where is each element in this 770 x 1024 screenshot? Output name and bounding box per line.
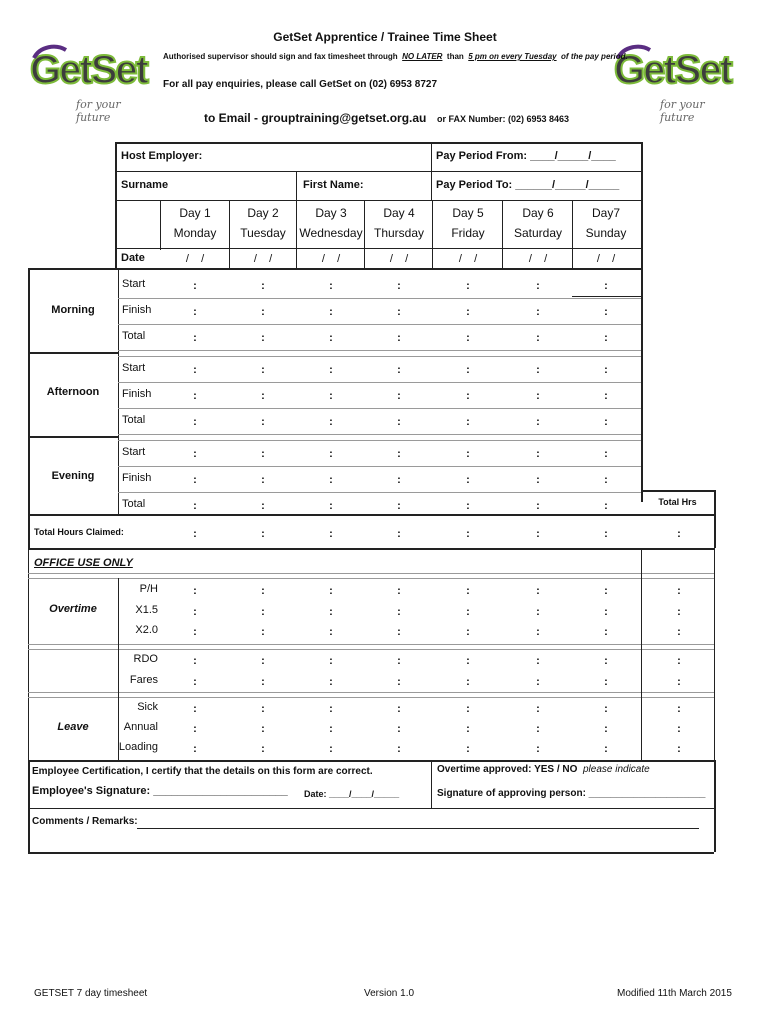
time-input[interactable]: :	[193, 390, 197, 402]
total-hours-input[interactable]: :	[536, 528, 540, 540]
office-time-input[interactable]: :	[677, 703, 681, 715]
day-number: Day 3	[315, 206, 347, 220]
total-hrs-label: Total Hrs	[658, 497, 697, 507]
time-input[interactable]: :	[536, 448, 540, 460]
time-input[interactable]: :	[193, 474, 197, 486]
time-input[interactable]: :	[466, 332, 470, 344]
time-input[interactable]: :	[329, 390, 333, 402]
office-row-label: X1.5	[135, 604, 158, 616]
office-time-input[interactable]: :	[604, 723, 608, 735]
office-time-input[interactable]: :	[397, 655, 401, 667]
first-name-label: First Name:	[303, 179, 364, 191]
time-input[interactable]: :	[397, 306, 401, 318]
office-time-input[interactable]: :	[466, 723, 470, 735]
fax-instruction: Authorised supervisor should sign and fax timesheet through NO LATER than 5 pm on every Tuesday of the pay period.	[163, 52, 628, 61]
office-time-input[interactable]: :	[397, 743, 401, 755]
time-input[interactable]: :	[193, 364, 197, 376]
office-time-input[interactable]: :	[536, 676, 540, 688]
fax-number: or FAX Number: (02) 6953 8463	[437, 114, 570, 124]
office-time-input[interactable]: :	[329, 743, 333, 755]
overtime-approved[interactable]: Overtime approved: YES / NO please indicate	[437, 764, 650, 775]
day-name: Sunday	[585, 226, 627, 240]
time-input[interactable]: :	[261, 364, 265, 376]
time-input[interactable]: :	[536, 416, 540, 428]
office-time-input[interactable]: :	[536, 743, 540, 755]
office-time-input[interactable]: :	[193, 655, 197, 667]
pay-period-to-field[interactable]: Pay Period To: ______/_____/_____	[436, 179, 620, 191]
time-input[interactable]: :	[261, 332, 265, 344]
time-input[interactable]: :	[193, 448, 197, 460]
office-time-input[interactable]: :	[261, 723, 265, 735]
office-time-input[interactable]: :	[536, 703, 540, 715]
row-label: Total	[122, 498, 146, 510]
day-number: Day 2	[247, 206, 279, 220]
time-input[interactable]: :	[261, 500, 265, 512]
logo-swoosh-icon	[30, 42, 70, 62]
office-time-input[interactable]: :	[604, 626, 608, 638]
time-input[interactable]: :	[604, 364, 608, 376]
office-time-input[interactable]: :	[677, 585, 681, 597]
time-input[interactable]: :	[466, 500, 470, 512]
comments-line[interactable]	[137, 828, 699, 829]
day-name: Monday	[173, 226, 217, 240]
day-number: Day 6	[522, 206, 554, 220]
row-label: Finish	[122, 304, 152, 316]
host-employer-label: Host Employer:	[121, 150, 203, 162]
row-label: Finish	[122, 472, 152, 484]
time-input[interactable]: :	[193, 332, 197, 344]
office-time-input[interactable]: :	[604, 606, 608, 618]
time-input[interactable]: :	[193, 280, 197, 292]
email-line[interactable]: to Email - grouptraining@getset.org.au	[204, 111, 427, 125]
office-time-input[interactable]: :	[677, 743, 681, 755]
day-name: Wednesday	[299, 226, 363, 240]
time-input[interactable]: :	[466, 416, 470, 428]
office-time-input[interactable]: :	[329, 655, 333, 667]
day-number: Day 4	[383, 206, 415, 220]
row-label: Total	[122, 414, 146, 426]
time-input[interactable]: :	[466, 448, 470, 460]
total-hours-input[interactable]: :	[329, 528, 333, 540]
total-hours-input[interactable]: :	[193, 528, 197, 540]
comments-label: Comments / Remarks:	[32, 816, 138, 827]
day-number: Day7	[591, 206, 620, 220]
time-input[interactable]: :	[466, 306, 470, 318]
office-time-input[interactable]: :	[536, 606, 540, 618]
overtime-label: Overtime	[49, 603, 97, 615]
time-input[interactable]: :	[536, 390, 540, 402]
total-hours-input[interactable]: :	[261, 528, 265, 540]
row-label: Start	[122, 362, 146, 374]
office-row-label: P/H	[139, 583, 158, 595]
time-input[interactable]: :	[536, 280, 540, 292]
time-input[interactable]: :	[329, 280, 333, 292]
time-input[interactable]: :	[397, 364, 401, 376]
office-time-input[interactable]: :	[466, 585, 470, 597]
leave-label: Leave	[57, 721, 89, 733]
time-input[interactable]: :	[397, 448, 401, 460]
office-time-input[interactable]: :	[604, 676, 608, 688]
office-time-input[interactable]: :	[677, 655, 681, 667]
office-time-input[interactable]: :	[677, 606, 681, 618]
time-input[interactable]: :	[329, 364, 333, 376]
time-input[interactable]: :	[397, 332, 401, 344]
total-hours-input[interactable]: :	[677, 528, 681, 540]
time-input[interactable]: :	[536, 500, 540, 512]
pay-enquiries: For all pay enquiries, please call GetSet on (02) 6953 8727	[163, 79, 438, 90]
time-input[interactable]: :	[604, 280, 608, 292]
footer-modified: Modified 11th March 2015	[617, 988, 732, 999]
time-input[interactable]: :	[329, 416, 333, 428]
office-row-label: X2.0	[135, 624, 158, 636]
office-time-input[interactable]: :	[193, 676, 197, 688]
office-time-input[interactable]: :	[536, 626, 540, 638]
time-input[interactable]: :	[536, 474, 540, 486]
page-title: GetSet Apprentice / Trainee Time Sheet	[273, 30, 497, 44]
office-time-input[interactable]: :	[193, 743, 197, 755]
office-use-only-label: OFFICE USE ONLY	[34, 557, 133, 569]
office-time-input[interactable]: :	[536, 655, 540, 667]
time-input[interactable]: :	[604, 500, 608, 512]
office-time-input[interactable]: :	[397, 703, 401, 715]
office-time-input[interactable]: :	[329, 723, 333, 735]
office-time-input[interactable]: :	[536, 723, 540, 735]
date-input[interactable]: / /	[389, 253, 409, 265]
day-number: Day 1	[179, 206, 211, 220]
office-time-input[interactable]: :	[397, 585, 401, 597]
time-input[interactable]: :	[329, 306, 333, 318]
total-hours-input[interactable]: :	[604, 528, 608, 540]
pay-period-from-field[interactable]: Pay Period From: ____/_____/____	[436, 150, 616, 162]
day-name: Friday	[451, 226, 485, 240]
date-input[interactable]: / /	[528, 253, 548, 265]
time-input[interactable]: :	[536, 306, 540, 318]
time-input[interactable]: :	[397, 500, 401, 512]
office-time-input[interactable]: :	[329, 676, 333, 688]
date-input[interactable]: / /	[596, 253, 616, 265]
time-input[interactable]: :	[604, 332, 608, 344]
time-input[interactable]: :	[193, 500, 197, 512]
office-time-input[interactable]: :	[261, 676, 265, 688]
time-input[interactable]: :	[466, 280, 470, 292]
time-input[interactable]: :	[397, 416, 401, 428]
day-name: Saturday	[513, 226, 563, 240]
office-time-input[interactable]: :	[677, 676, 681, 688]
time-input[interactable]: :	[261, 474, 265, 486]
time-input[interactable]: :	[261, 306, 265, 318]
time-input[interactable]: :	[466, 364, 470, 376]
time-input[interactable]: :	[329, 474, 333, 486]
office-time-input[interactable]: :	[466, 606, 470, 618]
time-input[interactable]: :	[536, 364, 540, 376]
office-row-label: RDO	[133, 653, 158, 665]
office-time-input[interactable]: :	[329, 606, 333, 618]
row-label: Start	[122, 278, 146, 290]
day-number: Day 5	[452, 206, 484, 220]
date-input[interactable]: / /	[253, 253, 273, 265]
time-input[interactable]: :	[466, 390, 470, 402]
office-time-input[interactable]: :	[329, 626, 333, 638]
office-time-input[interactable]: :	[193, 626, 197, 638]
office-time-input[interactable]: :	[193, 703, 197, 715]
office-time-input[interactable]: :	[604, 655, 608, 667]
office-row-label: Annual	[123, 721, 158, 733]
total-hours-input[interactable]: :	[466, 528, 470, 540]
office-time-input[interactable]: :	[261, 585, 265, 597]
office-row-label: Sick	[137, 701, 158, 713]
getset-logo-right: GetSet for your future	[612, 42, 732, 122]
time-input[interactable]: :	[193, 416, 197, 428]
office-time-input[interactable]: :	[261, 606, 265, 618]
date-label: Date	[121, 252, 145, 264]
office-time-input[interactable]: :	[329, 585, 333, 597]
office-time-input[interactable]: :	[604, 585, 608, 597]
time-input[interactable]: :	[604, 390, 608, 402]
section-label: Evening	[51, 470, 95, 482]
office-time-input[interactable]: :	[397, 626, 401, 638]
date-input[interactable]: / /	[321, 253, 341, 265]
office-time-input[interactable]: :	[261, 703, 265, 715]
office-time-input[interactable]: :	[466, 743, 470, 755]
employee-signature-field[interactable]: Employee's Signature: ______________________	[32, 785, 288, 797]
office-time-input[interactable]: :	[466, 703, 470, 715]
time-input[interactable]: :	[536, 332, 540, 344]
time-input[interactable]: :	[397, 280, 401, 292]
date-input[interactable]: / /	[458, 253, 478, 265]
time-input[interactable]: :	[261, 416, 265, 428]
office-time-input[interactable]: :	[397, 723, 401, 735]
total-hours-input[interactable]: :	[397, 528, 401, 540]
office-time-input[interactable]: :	[466, 676, 470, 688]
day-name: Tuesday	[240, 226, 286, 240]
office-time-input[interactable]: :	[677, 723, 681, 735]
time-input[interactable]: :	[261, 390, 265, 402]
footer-left: GETSET 7 day timesheet	[34, 988, 148, 999]
office-row-label: Loading	[118, 741, 158, 753]
row-label: Finish	[122, 388, 152, 400]
time-input[interactable]: :	[604, 448, 608, 460]
office-time-input[interactable]: :	[397, 676, 401, 688]
time-input[interactable]: :	[604, 474, 608, 486]
office-time-input[interactable]: :	[193, 585, 197, 597]
office-time-input[interactable]: :	[466, 626, 470, 638]
footer-version: Version 1.0	[364, 988, 415, 999]
getset-logo-left: GetSet for your future	[28, 42, 138, 122]
row-label: Total	[122, 330, 146, 342]
office-time-input[interactable]: :	[397, 606, 401, 618]
office-time-input[interactable]: :	[604, 703, 608, 715]
office-time-input[interactable]: :	[677, 626, 681, 638]
office-time-input[interactable]: :	[536, 585, 540, 597]
office-time-input[interactable]: :	[261, 626, 265, 638]
office-time-input[interactable]: :	[466, 655, 470, 667]
office-time-input[interactable]: :	[604, 743, 608, 755]
total-hours-claimed-label: Total Hours Claimed:	[34, 527, 124, 537]
time-input[interactable]: :	[261, 280, 265, 292]
approver-signature-field[interactable]: Signature of approving person: _____________________	[437, 788, 706, 799]
time-input[interactable]: :	[466, 474, 470, 486]
time-input[interactable]: :	[604, 416, 608, 428]
office-time-input[interactable]: :	[261, 743, 265, 755]
section-label: Afternoon	[46, 386, 100, 398]
date-input[interactable]: / /	[185, 253, 205, 265]
day-name: Thursday	[373, 226, 425, 240]
office-row-label: Fares	[129, 674, 158, 686]
certification-statement: Employee Certification, I certify that the details on this form are correct.	[32, 766, 373, 777]
time-input[interactable]: :	[397, 474, 401, 486]
surname-label: Surname	[121, 179, 169, 191]
time-input[interactable]: :	[193, 306, 197, 318]
time-input[interactable]: :	[604, 306, 608, 318]
office-time-input[interactable]: :	[329, 703, 333, 715]
certification-date-field[interactable]: Date: ____/____/_____	[304, 789, 400, 799]
office-time-input[interactable]: :	[193, 606, 197, 618]
office-time-input[interactable]: :	[193, 723, 197, 735]
time-input[interactable]: :	[397, 390, 401, 402]
time-input[interactable]: :	[329, 448, 333, 460]
section-label: Morning	[51, 304, 95, 316]
row-label: Start	[122, 446, 146, 458]
time-input[interactable]: :	[329, 332, 333, 344]
office-time-input[interactable]: :	[261, 655, 265, 667]
time-input[interactable]: :	[329, 500, 333, 512]
time-input[interactable]: :	[261, 448, 265, 460]
